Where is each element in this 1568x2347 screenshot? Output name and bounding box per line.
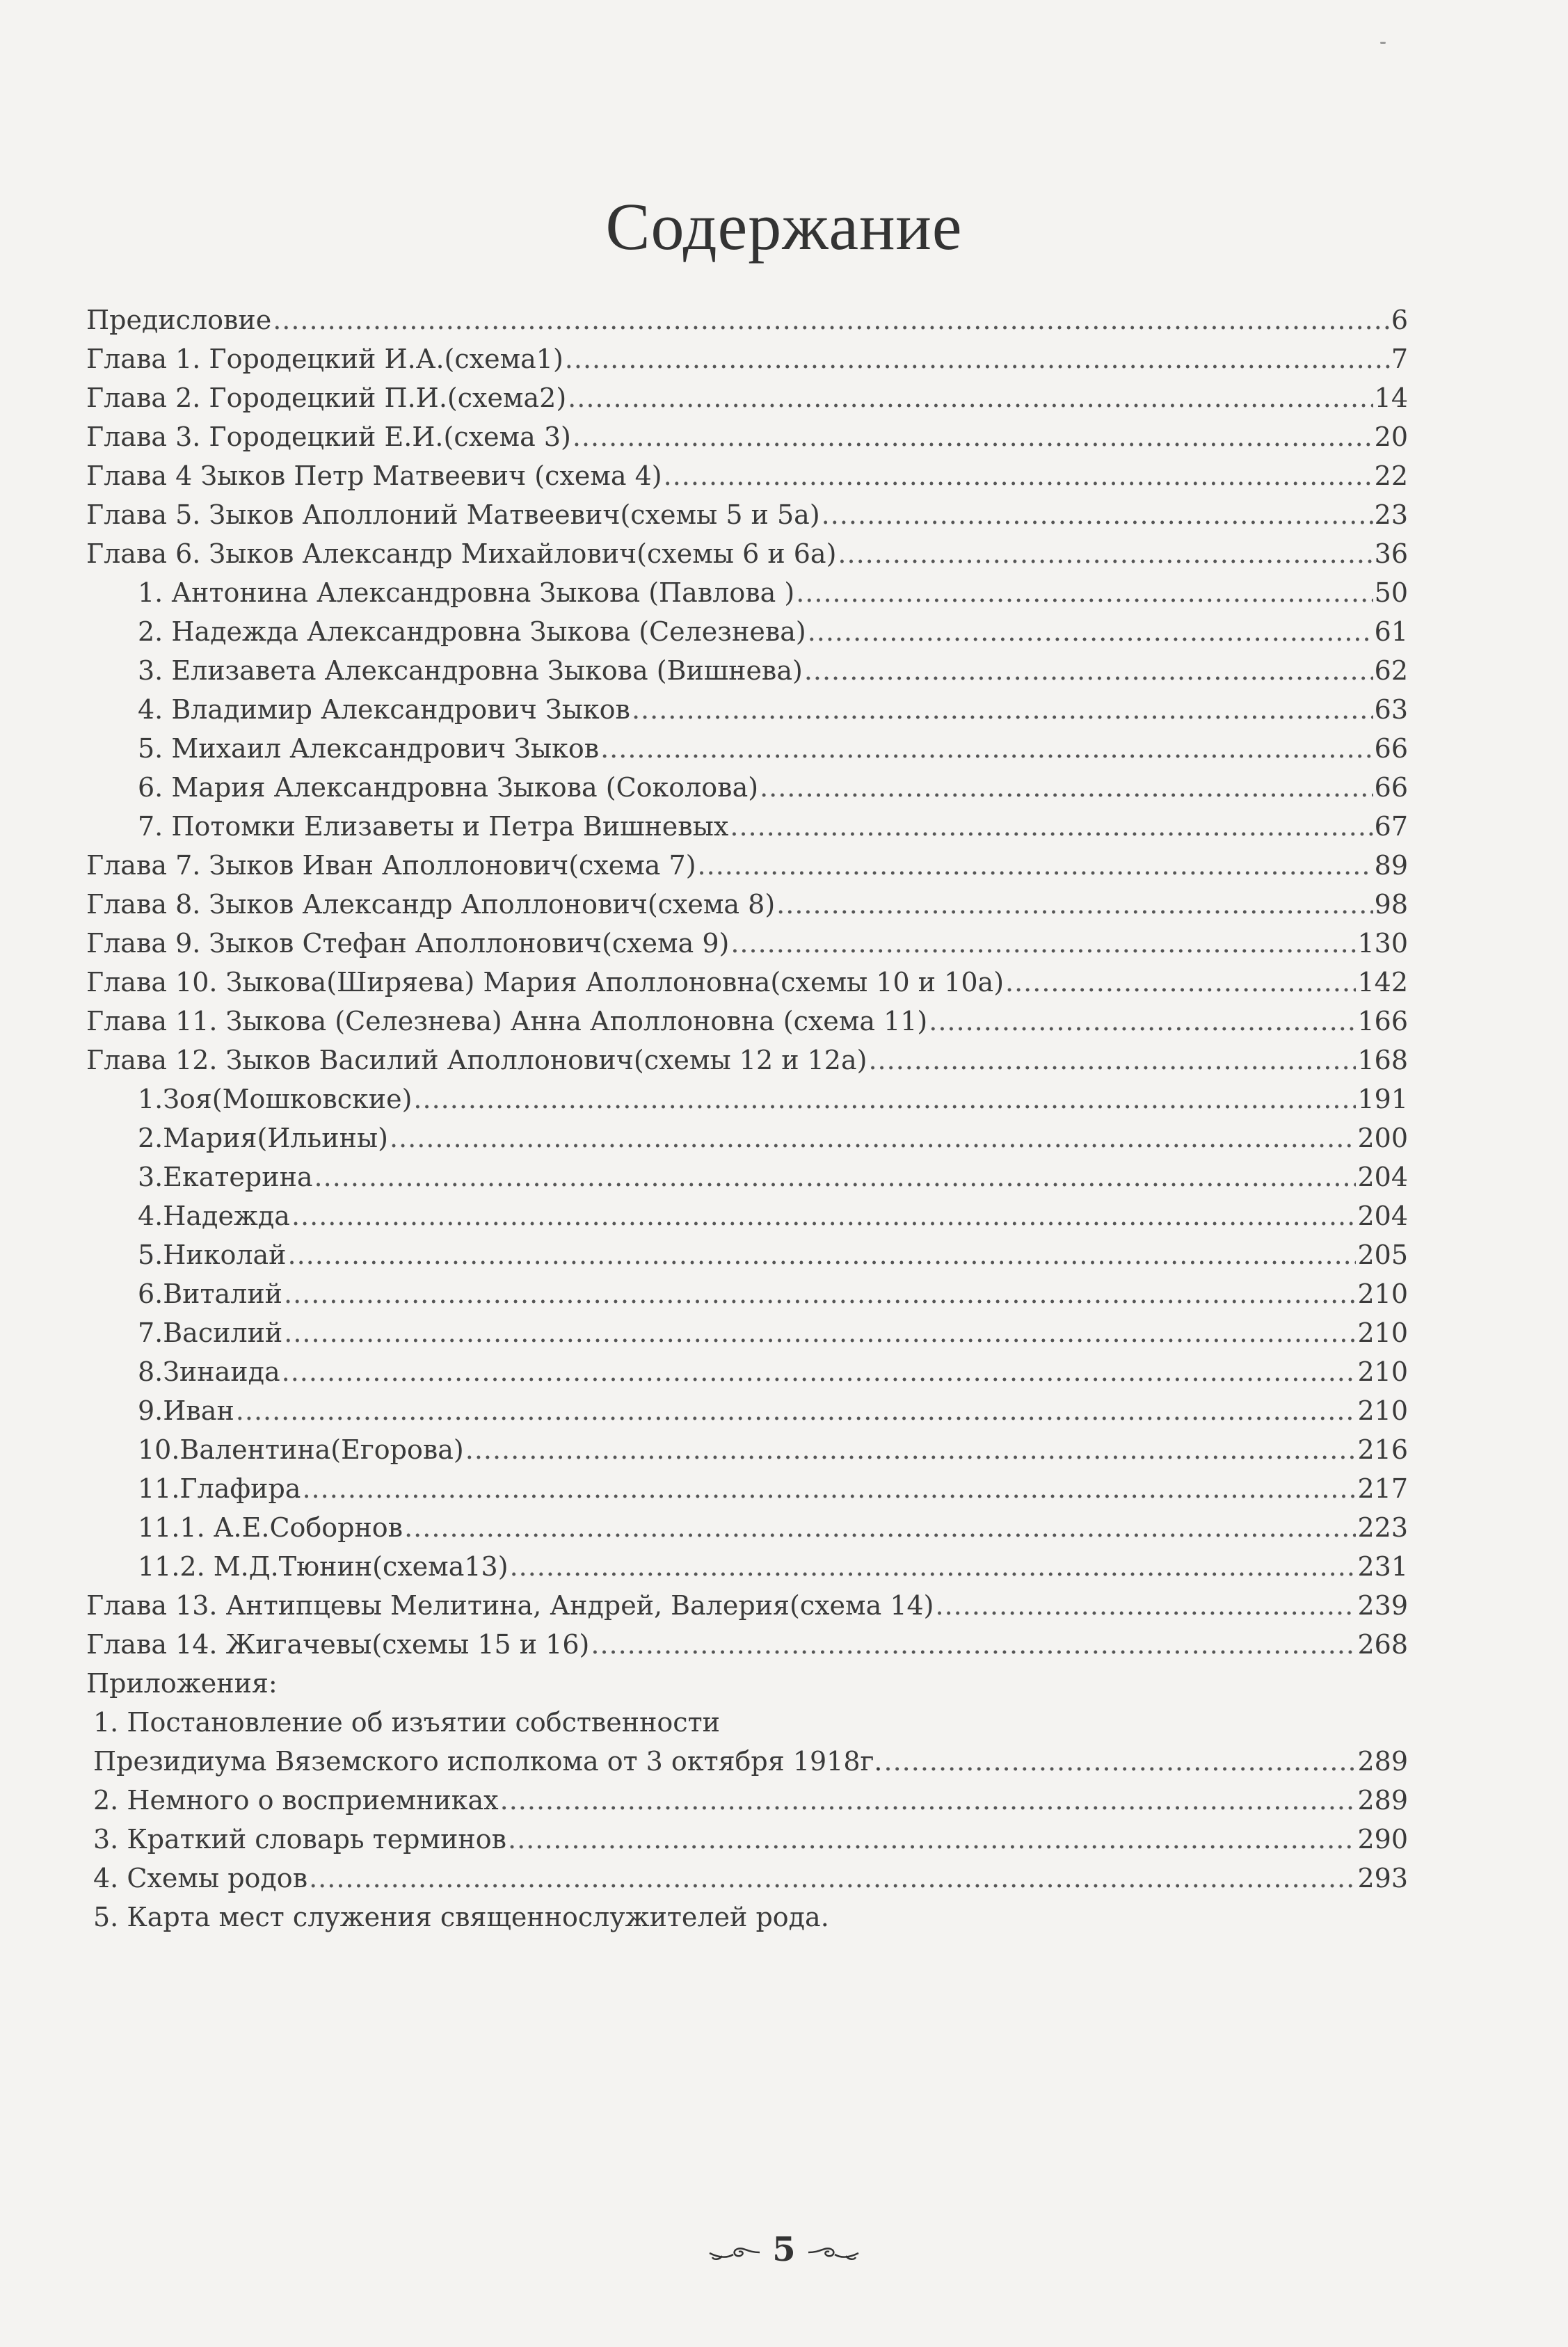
toc-entry-page: 200 xyxy=(1357,1123,1408,1153)
toc-entry-page: 289 xyxy=(1357,1746,1408,1777)
page-footer xyxy=(0,2230,1568,2269)
dot-leader xyxy=(236,1391,1357,1430)
toc-entry-page: 66 xyxy=(1374,772,1408,803)
toc-entry-label: 7.Василий xyxy=(138,1317,283,1348)
dot-leader xyxy=(573,417,1373,456)
dot-leader xyxy=(760,768,1373,807)
toc-entry-label: 8.Зинаида xyxy=(138,1356,280,1387)
toc-entry xyxy=(86,1391,1408,1430)
table-of-contents xyxy=(86,301,1408,1937)
toc-entry-label: 2.Мария(Ильины) xyxy=(138,1123,388,1153)
toc-entry-label: 11.Глафира xyxy=(138,1473,301,1504)
toc-entry xyxy=(86,1859,1408,1898)
toc-entry-page: 22 xyxy=(1374,460,1408,491)
toc-entry-label: 5. Карта мест служения священнослужителей рода. xyxy=(93,1902,829,1932)
toc-entry-label: 4. Схемы родов xyxy=(93,1863,308,1893)
toc-entry xyxy=(86,301,1408,339)
dot-leader xyxy=(929,1002,1356,1041)
toc-entry xyxy=(86,1820,1408,1859)
toc-entry xyxy=(86,963,1408,1002)
toc-entry-page: 168 xyxy=(1357,1045,1408,1075)
dot-leader xyxy=(390,1119,1357,1158)
page-number: 5 xyxy=(772,2230,796,2269)
toc-entry xyxy=(86,846,1408,885)
toc-entry xyxy=(86,1080,1408,1119)
toc-entry-page: 289 xyxy=(1357,1785,1408,1816)
toc-entry-label: Глава 9. Зыков Стефан Аполлонович(схема 9) xyxy=(86,928,730,959)
toc-entry xyxy=(86,1469,1408,1508)
toc-entry xyxy=(86,456,1408,495)
dot-leader xyxy=(796,573,1373,612)
toc-entry xyxy=(86,1196,1408,1235)
toc-entry-label: Глава 8. Зыков Александр Аполлонович(схема 8) xyxy=(86,889,776,920)
toc-entry-page: 231 xyxy=(1357,1551,1408,1582)
page-title: Содержание xyxy=(605,189,963,264)
dot-leader xyxy=(936,1586,1357,1625)
toc-entry-label: Глава 4 Зыков Петр Матвеевич (схема 4) xyxy=(86,460,662,491)
dot-leader xyxy=(510,1547,1357,1586)
toc-entry-label: 5. Михаил Александрович Зыков xyxy=(138,733,600,764)
toc-entry xyxy=(86,690,1408,729)
dot-leader xyxy=(822,495,1373,534)
toc-entry xyxy=(86,729,1408,768)
toc-entry-label: Глава 2. Городецкий П.И.(схема2) xyxy=(86,383,567,413)
toc-entry-label: 1. Антонина Александровна Зыкова (Павлова ) xyxy=(138,577,795,608)
toc-entry-label: Предисловие xyxy=(86,305,272,335)
toc-entry xyxy=(86,1586,1408,1625)
dot-leader xyxy=(284,1274,1356,1313)
dot-leader xyxy=(508,1820,1356,1859)
toc-entry-page: 210 xyxy=(1357,1395,1408,1426)
dot-leader xyxy=(282,1352,1357,1391)
toc-entry-label: 6.Виталий xyxy=(138,1279,282,1309)
toc-entry-label: 11.1. А.Е.Соборнов xyxy=(138,1512,403,1543)
dot-leader xyxy=(838,534,1373,573)
toc-entry-page: 98 xyxy=(1374,889,1408,920)
toc-entry xyxy=(86,768,1408,807)
toc-entry-page: 61 xyxy=(1374,616,1408,647)
toc-entry-page: 216 xyxy=(1357,1434,1408,1465)
toc-entry-label: Глава 3. Городецкий Е.И.(схема 3) xyxy=(86,422,571,452)
toc-entry xyxy=(86,924,1408,963)
dot-leader xyxy=(730,924,1356,963)
toc-entry xyxy=(86,1235,1408,1274)
dot-leader xyxy=(600,729,1373,768)
toc-entry-label: Глава 1. Городецкий И.А.(схема1) xyxy=(86,344,563,374)
toc-entry-label: Глава 14. Жигачевы(схемы 15 и 16) xyxy=(86,1629,590,1660)
dot-leader xyxy=(413,1080,1356,1119)
toc-entry-label: Президиума Вяземского исполкома от 3 октября 1918г. xyxy=(93,1746,883,1777)
toc-entry-label: 3.Екатерина xyxy=(138,1162,313,1192)
toc-entry-page: 210 xyxy=(1357,1279,1408,1309)
dot-leader xyxy=(591,1625,1356,1664)
toc-entry-page: 6 xyxy=(1391,305,1408,335)
dot-leader xyxy=(314,1158,1357,1196)
toc-entry-label: 5.Николай xyxy=(138,1240,287,1270)
toc-entry-label: 4.Надежда xyxy=(138,1201,290,1231)
toc-entry-page: 62 xyxy=(1374,655,1408,686)
toc-entry-label: 1. Постановление об изъятии собственности xyxy=(93,1707,720,1738)
dot-leader xyxy=(804,651,1373,690)
toc-entry-page: 210 xyxy=(1357,1356,1408,1387)
toc-entry-page: 239 xyxy=(1357,1590,1408,1621)
toc-entry xyxy=(86,1274,1408,1313)
toc-entry xyxy=(86,339,1408,378)
toc-entry-label: 9.Иван xyxy=(138,1395,234,1426)
dot-leader xyxy=(884,1742,1357,1781)
toc-entry xyxy=(86,1898,1408,1937)
toc-entry-label: 4. Владимир Александрович Зыков xyxy=(138,694,630,725)
left-ornament-icon xyxy=(705,2243,761,2261)
toc-entry-page: 268 xyxy=(1357,1629,1408,1660)
toc-entry-page: 205 xyxy=(1357,1240,1408,1270)
toc-entry xyxy=(86,378,1408,417)
toc-entry-label: Глава 5. Зыков Аполлоний Матвеевич(схемы 5 и 5а) xyxy=(86,499,820,530)
dot-leader xyxy=(698,846,1373,885)
dot-leader xyxy=(776,885,1373,924)
toc-entry xyxy=(86,1625,1408,1664)
toc-entry-label: 10.Валентина(Егорова) xyxy=(138,1434,464,1465)
toc-entry xyxy=(86,1703,1408,1742)
toc-entry-page: 63 xyxy=(1374,694,1408,725)
toc-entry-page: 66 xyxy=(1374,733,1408,764)
dot-leader xyxy=(309,1859,1356,1898)
toc-entry xyxy=(86,1158,1408,1196)
toc-entry-label: 6. Мария Александровна Зыкова (Соколова) xyxy=(138,772,759,803)
toc-entry-page: 23 xyxy=(1374,499,1408,530)
toc-entry-page: 204 xyxy=(1357,1162,1408,1192)
toc-entry xyxy=(86,1352,1408,1391)
scan-speck xyxy=(1380,42,1386,44)
toc-entry xyxy=(86,1041,1408,1080)
toc-entry xyxy=(86,1430,1408,1469)
toc-entry-label: 3. Краткий словарь терминов xyxy=(93,1824,506,1855)
dot-leader xyxy=(302,1469,1356,1508)
right-ornament-icon xyxy=(807,2243,863,2261)
toc-entry-page: 20 xyxy=(1374,422,1408,452)
toc-entry-page: 204 xyxy=(1357,1201,1408,1231)
toc-entry-label: Глава 6. Зыков Александр Михайлович(схемы 6 и 6а) xyxy=(86,538,837,569)
toc-entry-page: 293 xyxy=(1357,1863,1408,1893)
dot-leader xyxy=(730,807,1373,846)
toc-entry-label: Глава 10. Зыкова(Ширяева) Мария Аполлоновна(схемы 10 и 10а) xyxy=(86,967,1005,998)
dot-leader xyxy=(565,339,1390,378)
dot-leader xyxy=(1005,963,1356,1002)
toc-entry xyxy=(86,1742,1408,1781)
toc-entry xyxy=(86,1781,1408,1820)
appendix-heading: Приложения: xyxy=(86,1668,278,1699)
dot-leader xyxy=(465,1430,1357,1469)
toc-entry-page: 67 xyxy=(1374,811,1408,842)
toc-entry-label: Глава 11. Зыкова (Селезнева) Анна Аполлоновна (схема 11) xyxy=(86,1006,928,1036)
dot-leader xyxy=(868,1041,1356,1080)
toc-entry-page: 36 xyxy=(1374,538,1408,569)
toc-entry-page: 290 xyxy=(1357,1824,1408,1855)
toc-entry-page: 210 xyxy=(1357,1317,1408,1348)
toc-entry-label: 7. Потомки Елизаветы и Петра Вишневых xyxy=(138,811,729,842)
toc-entry-label: Глава 7. Зыков Иван Аполлонович(схема 7) xyxy=(86,850,696,881)
toc-entry xyxy=(86,885,1408,924)
dot-leader xyxy=(291,1196,1357,1235)
dot-leader xyxy=(273,301,1390,339)
toc-entry xyxy=(86,495,1408,534)
toc-entry-page: 7 xyxy=(1391,344,1408,374)
toc-entry-label: 1.Зоя(Мошковские) xyxy=(138,1084,413,1114)
toc-entry-page: 89 xyxy=(1374,850,1408,881)
toc-entry xyxy=(86,1002,1408,1041)
toc-entry xyxy=(86,1547,1408,1586)
dot-leader xyxy=(568,378,1373,417)
dot-leader xyxy=(284,1313,1356,1352)
toc-entry xyxy=(86,534,1408,573)
toc-entry-page: 223 xyxy=(1357,1512,1408,1543)
toc-entry xyxy=(86,807,1408,846)
toc-entry-label: 11.2. М.Д.Тюнин(схема13) xyxy=(138,1551,509,1582)
toc-entry-label: 2. Немного о восприемниках xyxy=(93,1785,499,1816)
dot-leader xyxy=(808,612,1373,651)
toc-entry xyxy=(86,1313,1408,1352)
toc-entry xyxy=(86,651,1408,690)
toc-entry xyxy=(86,417,1408,456)
toc-entry-label: 3. Елизавета Александровна Зыкова (Вишнева) xyxy=(138,655,803,686)
toc-entry-page: 191 xyxy=(1357,1084,1408,1114)
toc-entry-page: 50 xyxy=(1374,577,1408,608)
toc-entry-page: 142 xyxy=(1357,967,1408,998)
toc-entry-page: 14 xyxy=(1374,383,1408,413)
toc-entry xyxy=(86,1508,1408,1547)
toc-entry-label: 2. Надежда Александровна Зыкова (Селезнева) xyxy=(138,616,806,647)
toc-entry xyxy=(86,612,1408,651)
toc-entry-page: 166 xyxy=(1357,1006,1408,1036)
toc-entry-page: 130 xyxy=(1357,928,1408,959)
dot-leader xyxy=(664,456,1373,495)
dot-leader xyxy=(500,1781,1357,1820)
toc-entry-label: Глава 13. Антипцевы Мелитина, Андрей, Валерия(схема 14) xyxy=(86,1590,934,1621)
toc-entry xyxy=(86,1119,1408,1158)
toc-entry xyxy=(86,573,1408,612)
toc-entry-page: 217 xyxy=(1357,1473,1408,1504)
dot-leader xyxy=(287,1235,1356,1274)
dot-leader xyxy=(632,690,1373,729)
toc-entry-label: Глава 12. Зыков Василий Аполлонович(схемы 12 и 12а) xyxy=(86,1045,867,1075)
dot-leader xyxy=(404,1508,1356,1547)
